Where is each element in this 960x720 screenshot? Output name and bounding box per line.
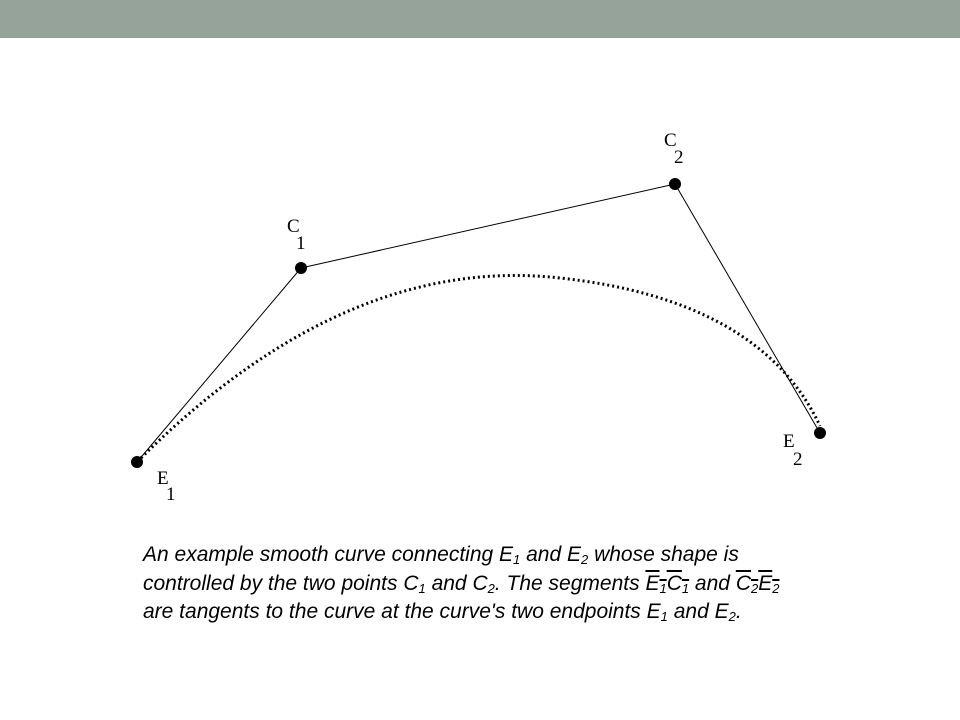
label-c2-sub: 2 — [674, 147, 684, 168]
label-c1-sub: 1 — [296, 233, 306, 254]
point-e2 — [814, 427, 826, 439]
smooth-curve — [141, 275, 820, 458]
label-c2-letter: C — [664, 130, 677, 151]
label-c1-letter: C — [287, 216, 300, 237]
label-e2-letter: E — [783, 431, 795, 452]
label-e1-sub: 1 — [166, 484, 176, 505]
label-e2-sub: 2 — [793, 449, 803, 470]
caption-line-2: controlled by the two points $C_1$ and $C_2$. The segments $E_1C_1$ and $C_2E_2$ — [143, 571, 780, 596]
caption-line-1: An example smooth curve connecting $E_1$ and $E_2$ whose shape is — [143, 543, 739, 567]
point-c1 — [295, 262, 307, 274]
segment-c2e2-label: $C_2E_2$ — [735, 571, 780, 596]
caption-line-3: are tangents to the curve at the curve's two endpoints $E_1$ and $E_2$. — [143, 600, 742, 624]
segment-c2-e2 — [675, 184, 820, 433]
label-e1-letter: E — [157, 468, 169, 489]
segment-e1c1-label: $E_1C_1$ — [645, 571, 690, 596]
point-e1 — [131, 456, 143, 468]
figure-caption — [143, 541, 863, 627]
point-c2 — [669, 178, 681, 190]
segment-e1-c1 — [137, 268, 301, 462]
segment-c1-c2 — [301, 184, 675, 268]
